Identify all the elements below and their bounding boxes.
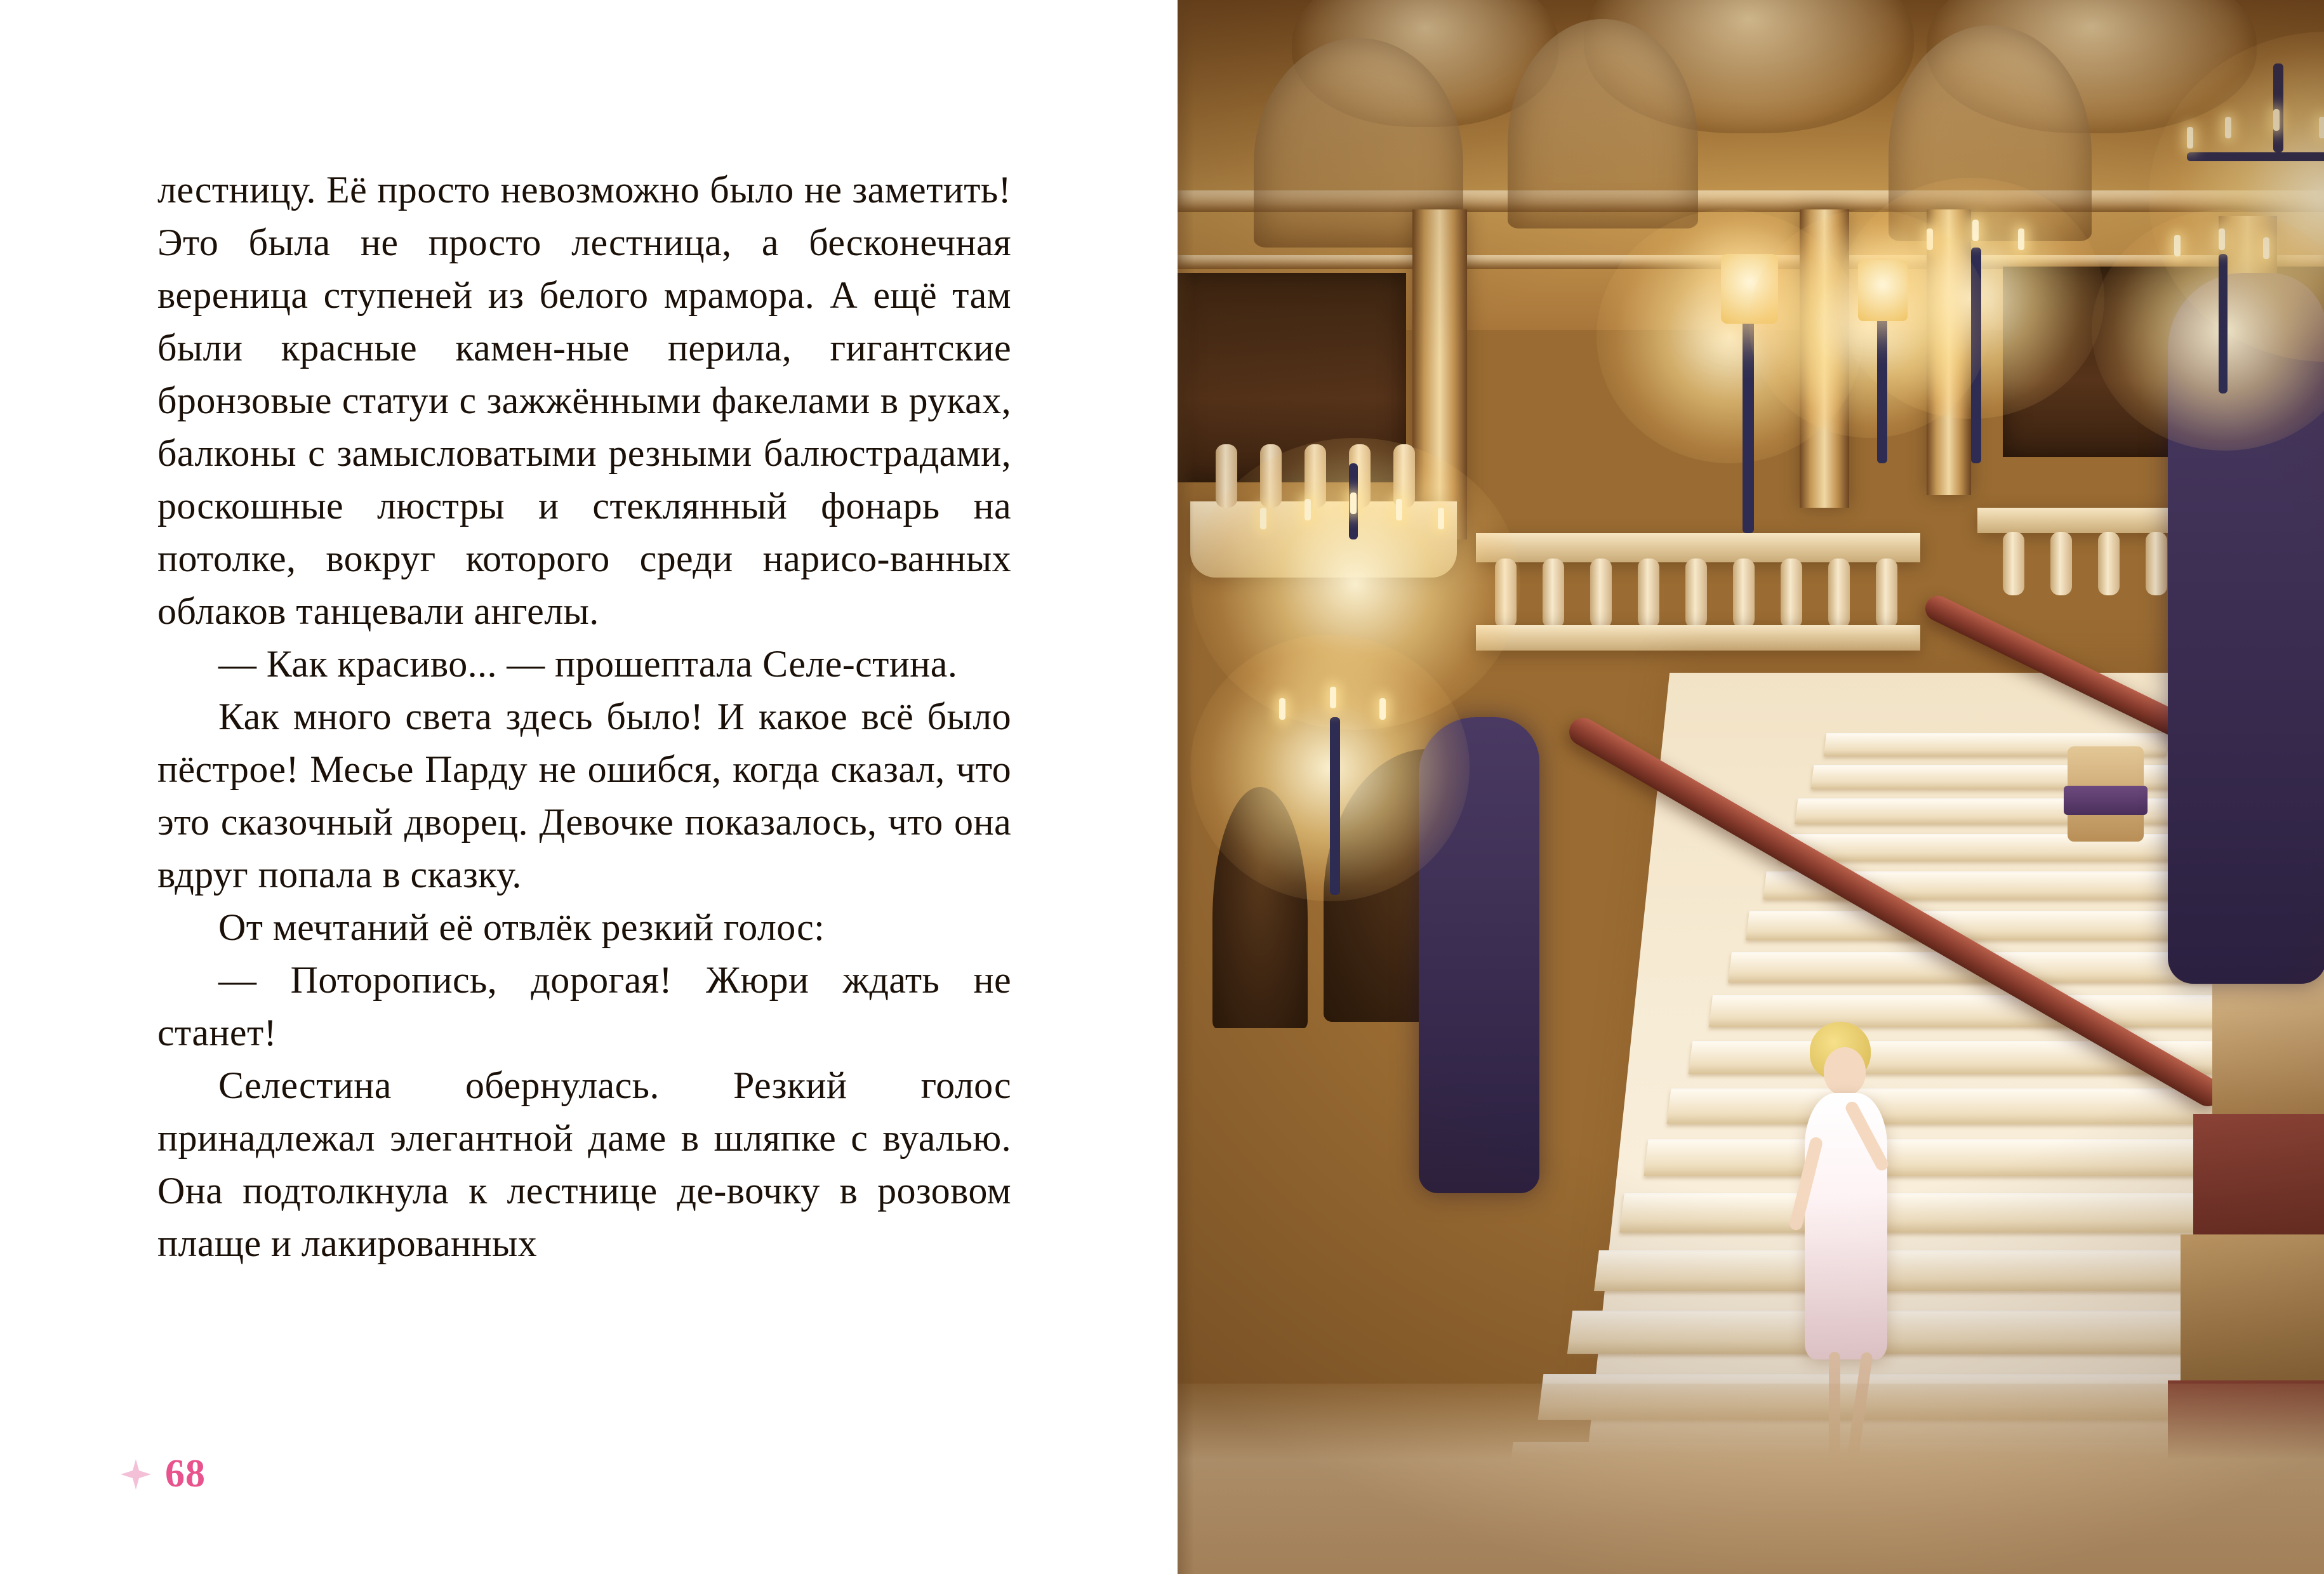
lamp-lantern bbox=[1721, 254, 1778, 324]
candelabra-stem bbox=[1330, 717, 1340, 895]
chandelier-stem bbox=[2273, 63, 2283, 152]
candle-flame bbox=[1927, 228, 1933, 250]
wall-candelabra bbox=[2130, 228, 2320, 419]
candle-flame bbox=[2219, 228, 2225, 250]
baluster bbox=[1733, 559, 1755, 628]
paragraph: — Поторопись, дорогая! Жюри ждать не станет! bbox=[157, 959, 1011, 1054]
candle-flame bbox=[1330, 687, 1336, 708]
candle-flame bbox=[1279, 698, 1285, 720]
lamp-post bbox=[1743, 311, 1754, 533]
chandelier-arm bbox=[2187, 152, 2324, 161]
baluster bbox=[1685, 559, 1707, 628]
baluster bbox=[2003, 532, 2024, 595]
balcony-recess bbox=[1178, 273, 1406, 482]
candle-flame bbox=[1438, 508, 1444, 529]
statue-pedestal-base bbox=[2193, 1114, 2324, 1234]
lower-left-candelabra bbox=[1235, 673, 1438, 901]
candle-flame bbox=[1350, 493, 1357, 514]
candle-flame bbox=[1379, 698, 1386, 720]
floor bbox=[1178, 1384, 2324, 1574]
candle-flame bbox=[2174, 235, 2181, 256]
lamp-post bbox=[1877, 311, 1887, 463]
baluster bbox=[1590, 559, 1612, 628]
baluster bbox=[1828, 559, 1850, 628]
baluster bbox=[1216, 444, 1237, 508]
grand-opera-staircase-illustration bbox=[1178, 0, 2324, 1574]
girl-dress bbox=[1805, 1093, 1887, 1359]
baluster bbox=[2146, 532, 2167, 595]
candle-flame bbox=[2018, 228, 2024, 250]
candle-flame bbox=[2225, 117, 2231, 138]
baluster bbox=[1638, 559, 1659, 628]
body-text-column bbox=[157, 164, 1011, 1270]
baluster bbox=[2050, 532, 2072, 595]
statue-pedestal-foot bbox=[2181, 1234, 2324, 1380]
lamp-lantern bbox=[1858, 260, 1908, 321]
candle-flame bbox=[1260, 508, 1266, 529]
paragraph: — Как красиво... — прошептала Селе-стина. bbox=[218, 643, 958, 685]
balcony-chandelier bbox=[1235, 463, 1476, 654]
baluster bbox=[1876, 559, 1897, 628]
right-illustration-page bbox=[1178, 0, 2324, 1574]
candelabra-stem bbox=[1971, 248, 1981, 463]
street-style-lamp bbox=[1660, 241, 1838, 533]
newel-band bbox=[2064, 786, 2148, 815]
baluster bbox=[1495, 559, 1517, 628]
landing-balustrade-base bbox=[1476, 625, 1920, 651]
baluster bbox=[1781, 559, 1802, 628]
baluster bbox=[2098, 532, 2120, 595]
lantern-on-post bbox=[1819, 254, 1946, 463]
candle-flame bbox=[1305, 499, 1311, 520]
paragraph: лестницу. Её просто невозможно было не заметить! Это была не просто лестница, а бесконечная вереница ступеней из белого мрамора. А ещё там были красные камен-ные перила, гигантские бронзовые статуи с зажжёнными факелами в руках, балконы с замысловатыми резными балюстрадами, роскошные люстры и стеклянный фонарь на потолке, вокруг которого среди нарисо-ванных облаков танцевали ангелы. bbox=[157, 169, 1011, 632]
candle-flame bbox=[2273, 109, 2280, 131]
paragraph: Селестина обернулась. Резкий голос принадлежал элегантной даме в шляпке с вуалью. Она подтолкнула к лестнице де-вочку в розовом плаще и лакированных bbox=[157, 1064, 1011, 1264]
candle-flame bbox=[1396, 499, 1402, 520]
statue-pedestal bbox=[2212, 968, 2324, 1114]
stair-step bbox=[1746, 911, 2222, 940]
stair-step bbox=[1643, 1139, 2289, 1176]
candle-flame bbox=[2319, 117, 2324, 138]
paragraph: Как много света здесь было! И какое всё было пёстрое! Месье Парду не ошибся, когда сказал, что это сказочный дворец. Девочке показалось, что она вдруг попала в сказку. bbox=[157, 696, 1011, 896]
candle-flame bbox=[2263, 237, 2269, 259]
candle-flame bbox=[2187, 127, 2193, 149]
candelabra-stem bbox=[2219, 254, 2228, 394]
girl-head bbox=[1824, 1047, 1866, 1095]
paragraph: От мечтаний её отвлёк резкий голос: bbox=[218, 906, 825, 948]
star-icon bbox=[118, 1457, 154, 1492]
baluster bbox=[1543, 559, 1564, 628]
page-folio bbox=[118, 1452, 206, 1497]
page-number: 68 bbox=[165, 1452, 206, 1495]
candle-flame bbox=[1972, 220, 1979, 241]
